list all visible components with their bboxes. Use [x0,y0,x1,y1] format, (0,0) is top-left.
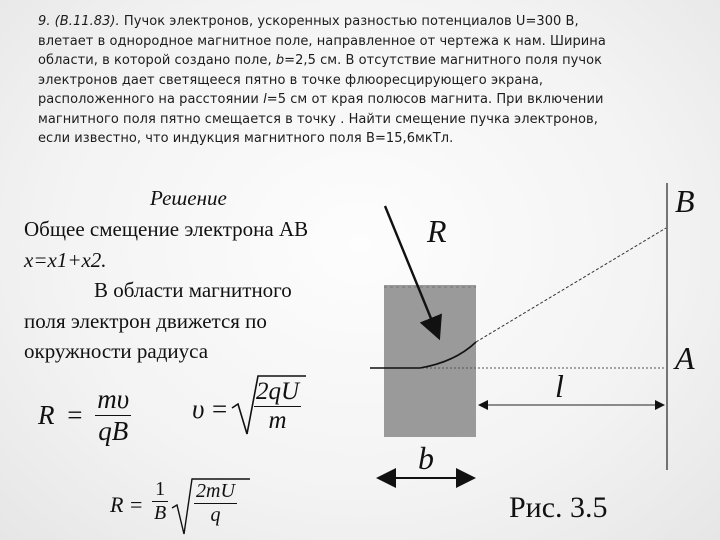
label-R: R [427,213,447,249]
deflected-path [476,228,666,342]
problem-line-5: расположенного на расстоянии l=5 см от края полюсов магнита. При включении [38,92,604,107]
problem-line-6: магнитного поля пятно смещается в точку . Найти смещение пучка электронов, [38,111,598,127]
formula-radius-final-coef: $\frac{1}{B}$ [154,478,167,524]
solution-heading: Решение [150,186,227,210]
solution-line-2: х=х1+х2. [24,247,107,272]
problem-line-2: влетает в однородное магнитное поле, направленное от чертежа к нам. Ширина [38,33,606,49]
label-b: b [418,440,434,476]
formula-velocity-fraction: $\frac{2qU}{m}$ [256,378,300,434]
problem-line-3: области, в которой создано поле, b=2,5 см. В отсутствие магнитного поля пучок [38,53,603,68]
label-l: l [555,368,564,404]
label-A: A [675,340,695,376]
formula-radius: R = $\frac{m\upsilon}{qB}$ [38,384,130,446]
problem-line-7: если известно, что индукция магнитного поля В=15,6мкТл. [38,131,454,146]
formula-radius-final-fraction: $\frac{2mU}{q}$ [196,480,235,526]
solution-line-3: В области магнитного [94,278,292,302]
solution-line-4: поля электрон движется по [24,308,267,333]
problem-line-1: 9. (В.11.83). Пучок электронов, ускоренных разностью потенциалов U=300 В, [38,14,579,29]
problem-number: 9. (В.11.83). [38,14,120,29]
solution-line-1: Общее смещение электрона АВ [24,217,309,241]
problem-line-4: электронов дает светящееся пятно в точке флюоресцирующего экрана, [38,72,544,88]
solution-line-5: окружности радиуса [24,339,209,363]
magnetic-field-region [384,285,476,437]
figure-caption: Рис. 3.5 [509,491,608,524]
label-B: B [675,183,695,219]
formula-radius-fraction: $\frac{m\upsilon}{qB}$ [97,384,130,446]
